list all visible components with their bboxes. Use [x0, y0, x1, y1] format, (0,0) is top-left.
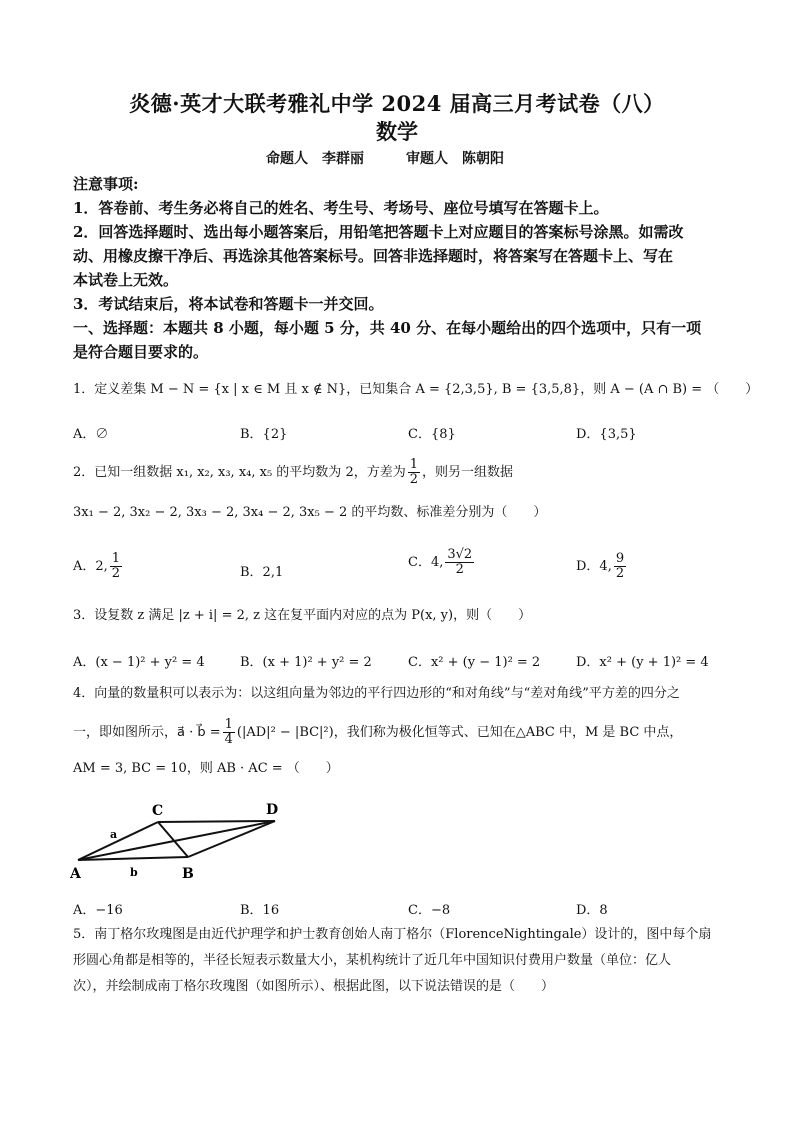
q4-line-2b: (|AD|² − |BC|²)，我们称为极化恒等式、已知在△ABC 中，M 是 BC 中点， [236, 725, 683, 740]
q4-option-b: B．16 [240, 903, 280, 918]
notes-line-4: 本试卷上无效。 [73, 271, 179, 289]
section1-line-2: 是符合题目要求的。 [73, 343, 209, 361]
q4-option-c: C．−8 [408, 903, 451, 918]
notes-heading: 注意事项: [73, 175, 139, 193]
q2-option-a-den: 2 [111, 566, 121, 581]
notes-line-1: 1．答卷前、考生务必将自己的姓名、考生号、考场号、座位号填写在答题卡上。 [73, 199, 609, 217]
label-vector-b: b [130, 866, 138, 879]
q2-frac-den: 2 [409, 472, 418, 487]
q2-fraction [408, 458, 420, 487]
q2-frac-num: 1 [409, 457, 418, 472]
q4-option-d: D．8 [576, 903, 608, 918]
q2-option-d [576, 552, 628, 581]
q4-line-1: 4．向量的数量积可以表示为：以这组向量为邻边的平行四边形的“和对角线”与“差对角线”平方差的四分之 [73, 686, 680, 701]
q3-option-c: C．x² + (y − 1)² = 2 [408, 655, 541, 670]
q4-fraction [223, 718, 235, 747]
q2-option-c-num: 3√2 [447, 547, 473, 562]
edge-ac [78, 822, 158, 860]
q4-line-2 [73, 718, 682, 747]
q3-option-d: D．x² + (y + 1)² = 4 [576, 655, 709, 670]
q2-option-d-frac [614, 552, 626, 581]
exam-title: 炎德·英才大联考雅礼中学 2024 届高三月考试卷（八） [129, 91, 665, 116]
q5-line-2: 形圆心角都是相等的，半径长短表示数量大小，某机构统计了近几年中国知识付费用户数量（单位：亿人 [73, 953, 672, 968]
q4-frac-num: 1 [224, 717, 233, 732]
q2-option-c-frac [445, 548, 474, 577]
q2-option-d-num: 9 [615, 551, 625, 566]
diagonal-ad [78, 821, 275, 860]
notes-line-3: 动、用橡皮擦干净后、再选涂其他答案标号。回答非选择题时，将答案写在答题卡上、写在 [73, 247, 674, 265]
q5-line-1: 5．南丁格尔玫瑰图是由近代护理学和护士教育创始人南丁格尔（FlorenceNightingale）设计的，图中每个扇 [73, 927, 712, 942]
q1-option-c: C．{8} [408, 427, 456, 442]
label-b: B [182, 866, 194, 882]
q1-option-b: B．{2} [240, 427, 288, 442]
q3-option-a: A．(x − 1)² + y² = 4 [73, 655, 205, 670]
q1-option-d: D．{3,5} [576, 427, 637, 442]
parallelogram-lines [78, 821, 275, 860]
subject-title: 数学 [376, 119, 418, 144]
q3-option-b: B．(x + 1)² + y² = 2 [240, 655, 372, 670]
authors-line: 命题人 李群丽 审题人 陈朝阳 [266, 151, 504, 167]
q1-text: 1．定义差集 M − N = {x | x ∈ M 且 x ∉ N}，已知集合 A = {2,3,5}, B = {3,5,8}，则 A − (A ∩ B) = （ ） [73, 382, 759, 397]
section1-line-1: 一、选择题：本题共 8 小题，每小题 5 分，共 40 分、在每小题给出的四个选项中，只有一项 [73, 319, 702, 337]
label-vector-a: a [110, 828, 118, 841]
notes-line-2: 2．回答选择题时、选出每小题答案后，用铅笔把答题卡上对应题目的答案标号涂黑。如需改 [73, 223, 684, 241]
q2-text-a: 2．已知一组数据 x₁, x₂, x₃, x₄, x₅ 的平均数为 2，方差为 [73, 465, 406, 480]
edge-cd [158, 821, 275, 822]
q4-frac-den: 4 [224, 732, 233, 747]
label-d: D [266, 802, 279, 818]
q2-option-d-label: D．4, [576, 559, 612, 574]
q2-text-b: ，则另一组数据 [422, 465, 514, 480]
q4-line-2a: 一，即如图所示，a⃗ · b⃗ = [73, 725, 221, 740]
q2-line-1 [73, 458, 513, 487]
q2-option-d-den: 2 [615, 566, 625, 581]
q2-option-b: B．2,1 [240, 565, 284, 580]
q2-option-a-label: A．2, [73, 559, 108, 574]
q2-option-a [73, 552, 124, 581]
q5-line-3: 次），并绘制成南丁格尔玫瑰图（如图所示）、根据此图，以下说法错误的是（ ） [73, 979, 555, 994]
edge-bd [188, 821, 275, 857]
q2-option-c-den: 2 [455, 562, 464, 577]
q2-option-c-label: C．4, [408, 555, 444, 570]
q2-option-c [408, 548, 476, 577]
q2-option-a-num: 1 [111, 551, 121, 566]
q5-paragraph [73, 922, 723, 1000]
q3-text: 3．设复数 z 满足 |z + i| = 2, z 这在复平面内对应的点为 P(x, y)，则（ ） [73, 608, 532, 623]
q4-option-a: A．−16 [73, 903, 123, 918]
q2-line-2: 3x₁ − 2, 3x₂ − 2, 3x₃ − 2, 3x₄ − 2, 3x₅ − 2 的平均数、标准差分别为（ ） [73, 505, 547, 520]
parallelogram-figure [70, 798, 290, 888]
q4-line-3: AM = 3, BC = 10，则 AB · AC = （ ） [73, 761, 339, 776]
label-c: C [152, 803, 164, 819]
label-a: A [70, 866, 81, 882]
q1-option-a: A．∅ [73, 427, 109, 442]
q2-option-a-frac [110, 552, 122, 581]
notes-line-5: 3．考试结束后，将本试卷和答题卡一并交回。 [73, 295, 384, 313]
